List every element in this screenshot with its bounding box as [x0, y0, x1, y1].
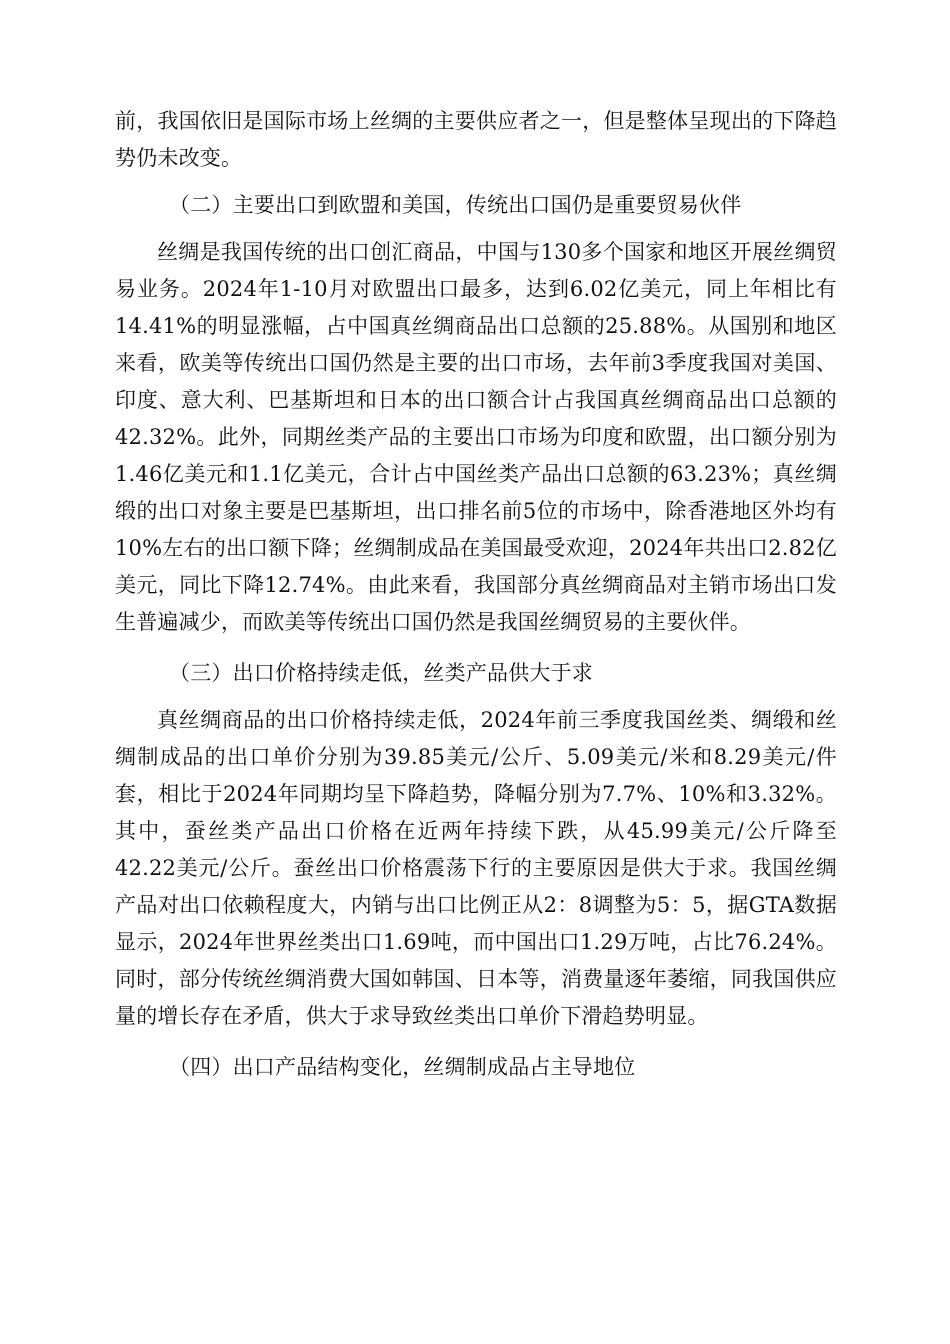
section-3-body: 真丝绸商品的出口价格持续走低，2024年前三季度我国丝类、绸缎和丝绸制成品的出口单价分别为39.85美元/公斤、5.09美元/米和8.29美元/件套，相比于2024年同期均呈下降趋势，降幅分别为7.7%、10%和3.32%。其中，蚕丝类产品出口价格在近两年持续下跌，从45.99美元/公斤降至42.22美元/公斤。蚕丝出口价格震荡下行的主要原因是供大于求。我国丝绸产品对出口依赖程度大，内销与出口比例正从2：8调整为5：5，据GTA数据显示，2024年世界丝类出口1.69吨，而中国出口1.29万吨，占比76.24%。同时，部分传统丝绸消费大国如韩国、日本等，消费量逐年萎缩，同我国供应量的增长存在矛盾，供大于求导致丝类出口单价下滑趋势明显。 — [115, 708, 837, 1028]
spacer — [115, 692, 837, 702]
section-2-body: 丝绸是我国传统的出口创汇商品，中国与130多个国家和地区开展丝绸贸易业务。2024年1-10月对欧盟出口最多，达到6.02亿美元，同上年相比有14.41%的明显涨幅，占中国真丝绸商品出口总额的25.88%。从国别和地区来看，欧美等传统出口国仍然是主要的出口市场，去年前3季度我国对美国、印度、意大利、巴基斯坦和日本的出口额合计占我国真丝绸商品出口总额的42.32%。此外，同期丝类产品的主要出口市场为印度和欧盟，出口额分别为1.46亿美元和1.1亿美元，合计占中国丝类产品出口总额的63.23%；真丝绸缎的出口对象主要是巴基斯坦，出口排名前5位的市场中，除香港地区外均有10%左右的出口额下降；丝绸制成品在美国最受欢迎，2024年共出口2.82亿美元，同比下降12.74%。由此来看，我国部分真丝绸商品对主销市场出口发生普遍减少，而欧美等传统出口国仍然是我国丝绸贸易的主要伙伴。 — [115, 240, 837, 634]
section-3-heading: （三）出口价格持续走低，丝类产品供大于求 — [169, 661, 593, 685]
document-page — [115, 103, 837, 1086]
section-2-heading: （二）主要出口到欧盟和美国，传统出口国仍是重要贸易伙伴 — [169, 193, 742, 217]
spacer — [115, 1035, 837, 1049]
spacer — [115, 641, 837, 655]
spacer — [115, 224, 837, 234]
section-4-heading: （四）出口产品结构变化，丝绸制成品占主导地位 — [169, 1055, 636, 1079]
continuation-paragraph: 前，我国依旧是国际市场上丝绸的主要供应者之一，但是整体呈现出的下降趋势仍未改变。 — [115, 109, 837, 170]
spacer — [115, 177, 837, 187]
